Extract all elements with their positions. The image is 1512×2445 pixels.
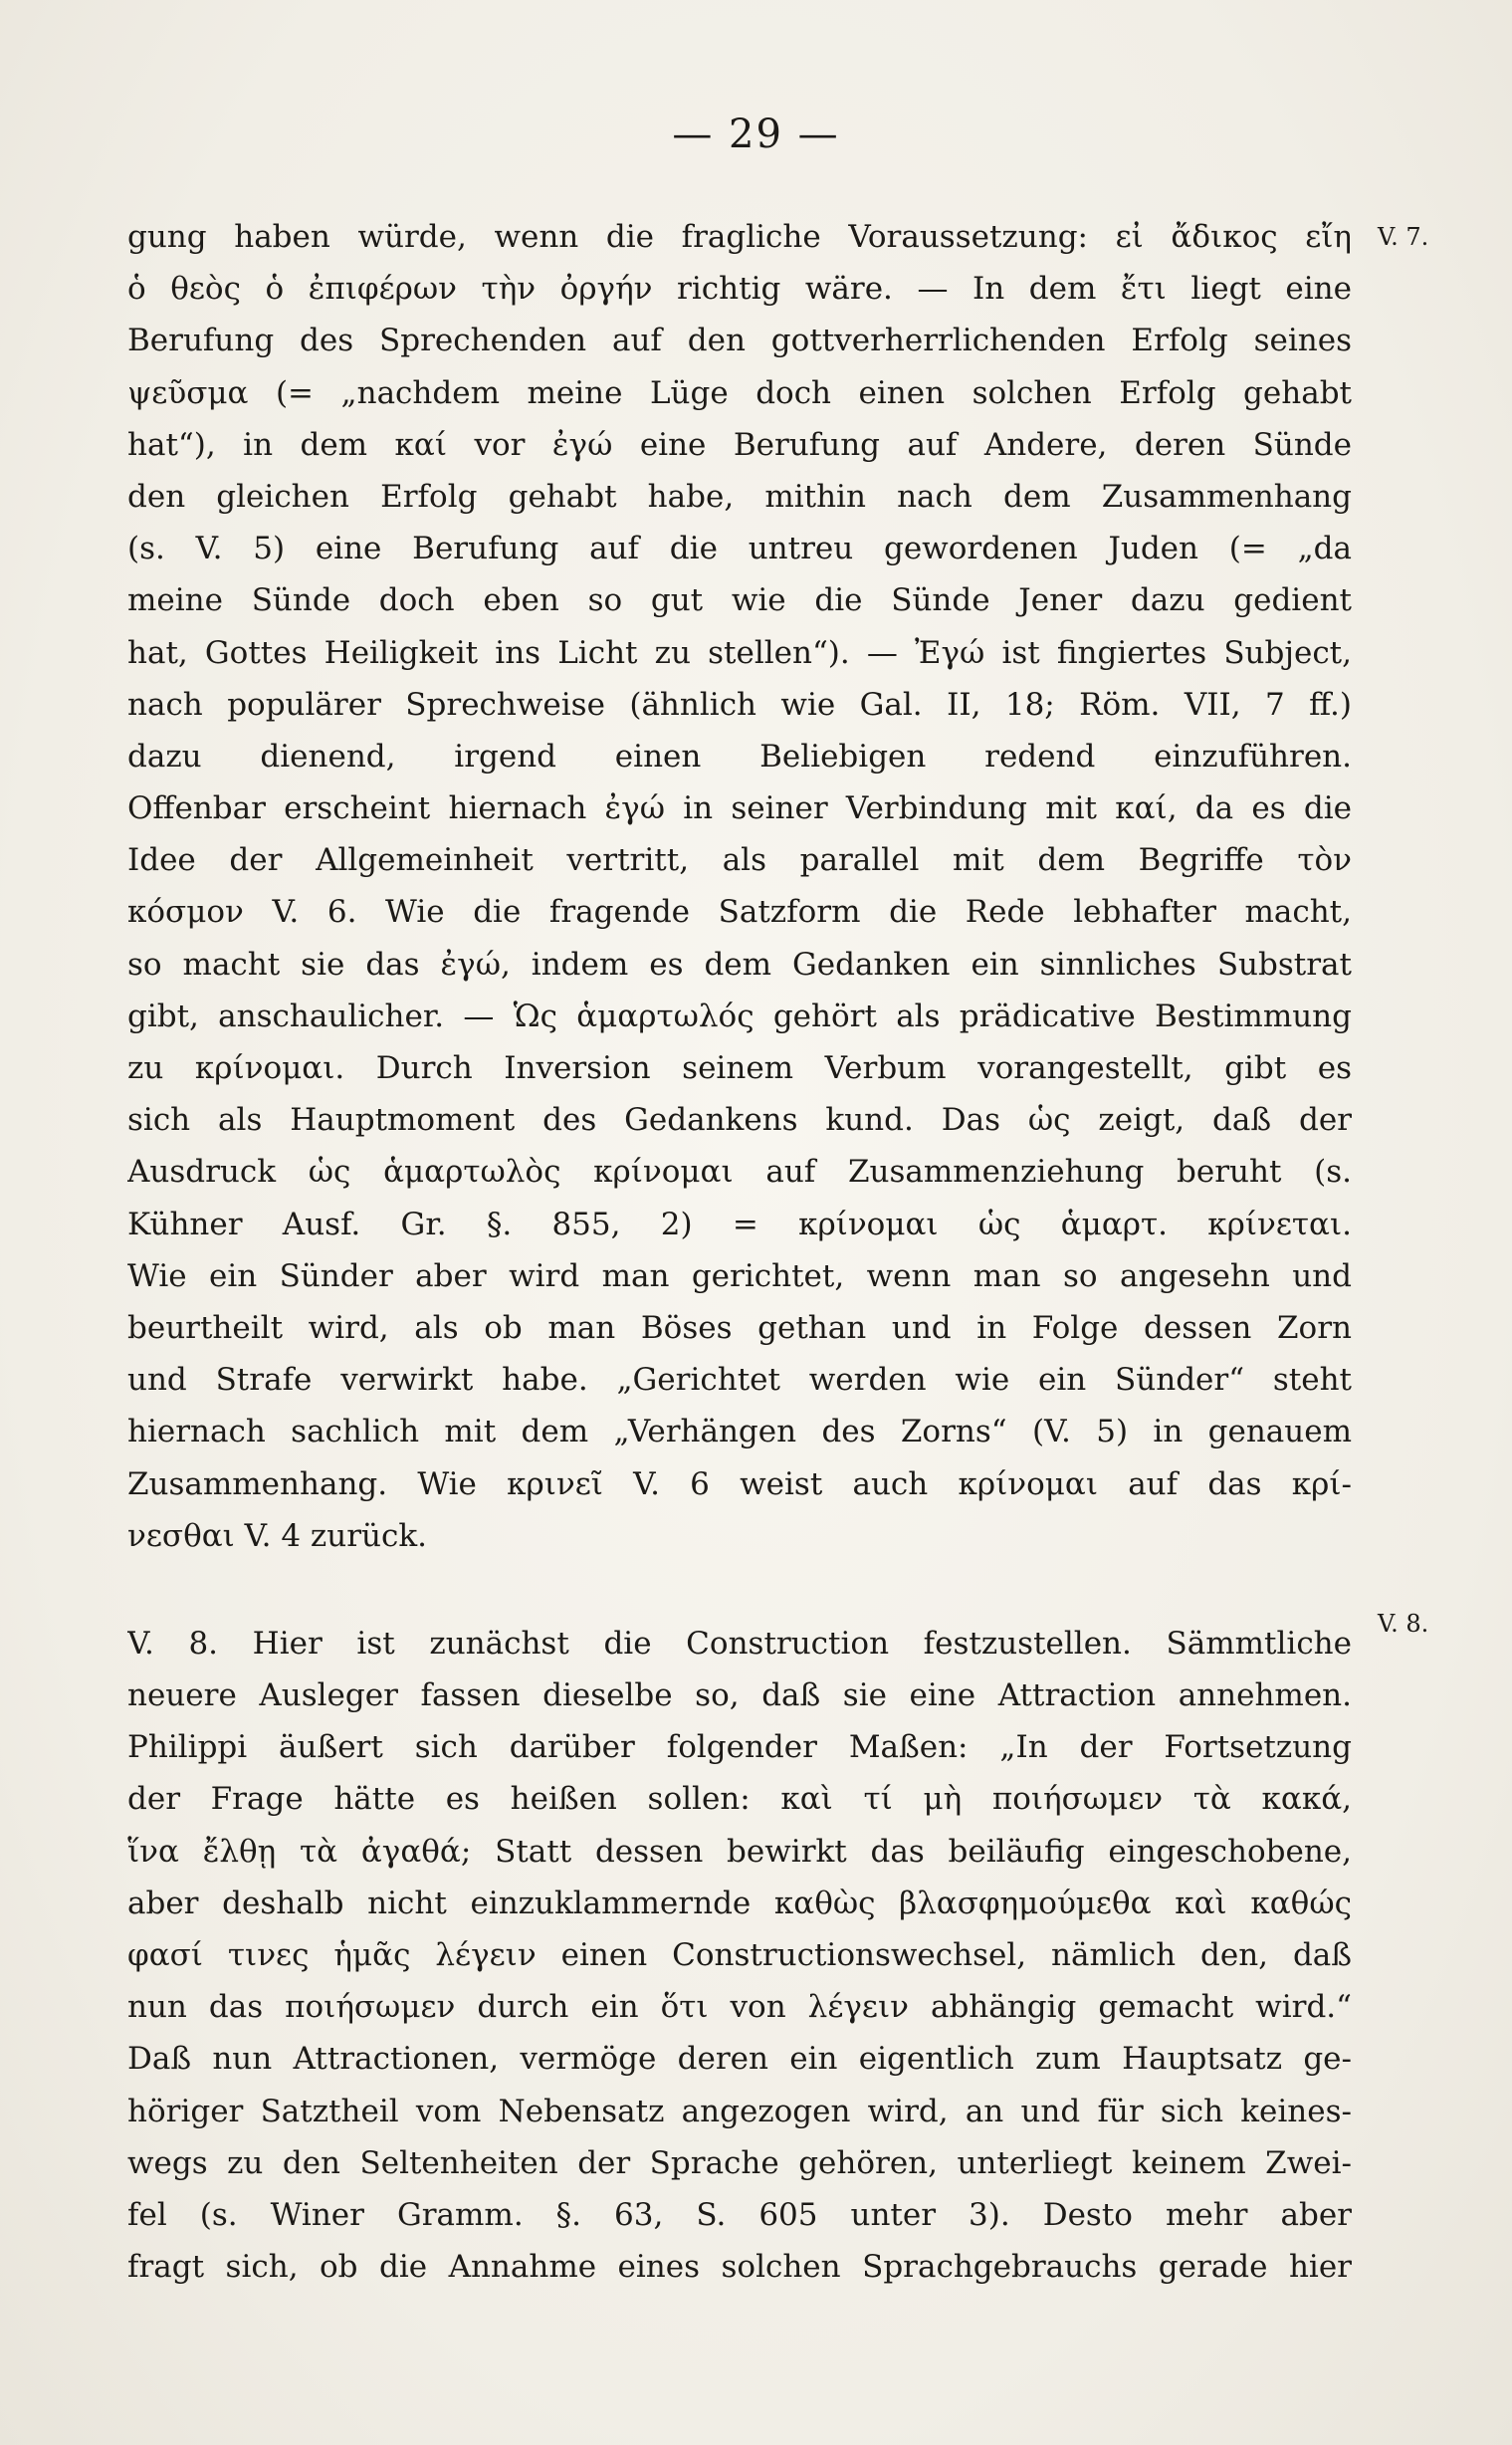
paragraph-gap — [127, 1562, 1352, 1618]
text-line: ἵνα ἔλθῃ τὰ ἀγαθά; Statt dessen bewirkt das beiläufig eingeschobene, — [127, 1833, 1352, 1870]
text-line: κόσμον V. 6. Wie die fragende Satzform die Rede lebhafter macht, — [127, 894, 1352, 931]
text-line: Ausdruck ὡς ἁμαρτωλὸς κρίνομαι auf Zusammenziehung beruht (s. — [127, 1154, 1352, 1191]
text-line: Offenbar erscheint hiernach ἐγώ in seiner Verbindung mit καί, da es die — [127, 790, 1352, 827]
page-number: — 29 — — [672, 111, 840, 157]
paragraph-1 — [127, 211, 1352, 1562]
text-line: Zusammenhang. Wie κρινεῖ V. 6 weist auch κρίνομαι auf das κρί- — [127, 1465, 1352, 1502]
text-line: so macht sie das ἐγώ, indem es dem Gedanken ein sinnliches Substrat — [127, 946, 1352, 983]
text-line: fel (s. Winer Gramm. §. 63, S. 605 unter 3). Desto mehr aber — [127, 2196, 1352, 2233]
text-line: gibt, anschaulicher. — Ὡς ἁμαρτωλός gehört als prädicative Bestimmung — [127, 998, 1352, 1034]
text-line: meine Sünde doch eben so gut wie die Sünde Jener dazu gedient — [127, 582, 1352, 619]
text-line: hiernach sachlich mit dem „Verhängen des Zorns“ (V. 5) in genauem — [127, 1414, 1352, 1450]
text-line: Idee der Allgemeinheit vertritt, als parallel mit dem Begriffe τὸν — [127, 842, 1352, 879]
text-line: aber deshalb nicht einzuklammernde καθὼς βλασφημούμεθα καὶ καθώς — [127, 1885, 1352, 1921]
text-line: ὁ θεὸς ὁ ἐπιφέρων τὴν ὀργήν richtig wäre. — In dem ἔτι liegt eine — [127, 271, 1352, 308]
text-line: ψεῦσμα (= „nachdem meine Lüge doch einen solchen Erfolg gehabt — [127, 374, 1352, 411]
text-line: den gleichen Erfolg gehabt habe, mithin nach dem Zusammenhang — [127, 478, 1352, 515]
text-line: nun das ποιήσωμεν durch ein ὅτι von λέγειν abhängig gemacht wird.“ — [127, 1989, 1352, 2026]
text-line: Daß nun Attractionen, vermöge deren ein eigentlich zum Hauptsatz ge- — [127, 2041, 1352, 2078]
text-line: V. 8. Hier ist zunächst die Construction festzustellen. Sämmtliche — [127, 1625, 1352, 1662]
text-line: der Frage hätte es heißen sollen: καὶ τί μὴ ποιήσωμεν τὰ κακά, — [127, 1781, 1352, 1818]
text-line: wegs zu den Seltenheiten der Sprache gehören, unterliegt keinem Zwei- — [127, 2144, 1352, 2181]
body-text — [127, 211, 1352, 2293]
text-line: neuere Ausleger fassen dieselbe so, daß sie eine Attraction annehmen. — [127, 1677, 1352, 1714]
text-line: fragt sich, ob die Annahme eines solchen Sprachgebrauchs gerade hier — [127, 2249, 1352, 2286]
text-line: zu κρίνομαι. Durch Inversion seinem Verbum vorangestellt, gibt es — [127, 1050, 1352, 1086]
text-line: Philippi äußert sich darüber folgender Maßen: „In der Fortsetzung — [127, 1729, 1352, 1766]
text-line: gung haben würde, wenn die fragliche Voraussetzung: εἰ ἄδικος εἴη — [127, 219, 1352, 255]
text-line: Berufung des Sprechenden auf den gottverherrlichenden Erfolg seines — [127, 323, 1352, 359]
text-line: hat, Gottes Heiligkeit ins Licht zu stellen“). — Ἐγώ ist fingiertes Subject, — [127, 634, 1352, 671]
margin-note-verse-8: V. 8. — [1378, 1610, 1429, 1638]
text-line: (s. V. 5) eine Berufung auf die untreu gewordenen Juden (= „da — [127, 531, 1352, 567]
text-line: nach populärer Sprechweise (ähnlich wie Gal. II, 18; Röm. VII, 7 ff.) — [127, 686, 1352, 723]
text-line: φασί τινες ἡμᾶς λέγειν einen Constructionswechsel, nämlich den, daß — [127, 1937, 1352, 1973]
text-line: beurtheilt wird, als ob man Böses gethan und in Folge dessen Zorn — [127, 1309, 1352, 1346]
margin-note-verse-7: V. 7. — [1378, 223, 1429, 251]
text-line: hat“), in dem καί vor ἐγώ eine Berufung auf Andere, deren Sünde — [127, 426, 1352, 463]
paragraph-2 — [127, 1618, 1352, 2293]
text-line: dazu dienend, irgend einen Beliebigen redend einzuführen. — [127, 738, 1352, 775]
text-line: und Strafe verwirkt habe. „Gerichtet werden wie ein Sünder“ steht — [127, 1362, 1352, 1399]
text-line: Wie ein Sünder aber wird man gerichtet, wenn man so angesehn und — [127, 1257, 1352, 1294]
text-line: Kühner Ausf. Gr. §. 855, 2) = κρίνομαι ὡς ἁμαρτ. κρίνεται. — [127, 1206, 1352, 1242]
text-line: νεσθαι V. 4 zurück. — [127, 1517, 428, 1554]
text-line: höriger Satztheil vom Nebensatz angezogen wird, an und für sich keines- — [127, 2093, 1352, 2129]
text-line: sich als Hauptmoment des Gedankens kund. Das ὡς zeigt, daß der — [127, 1102, 1352, 1139]
